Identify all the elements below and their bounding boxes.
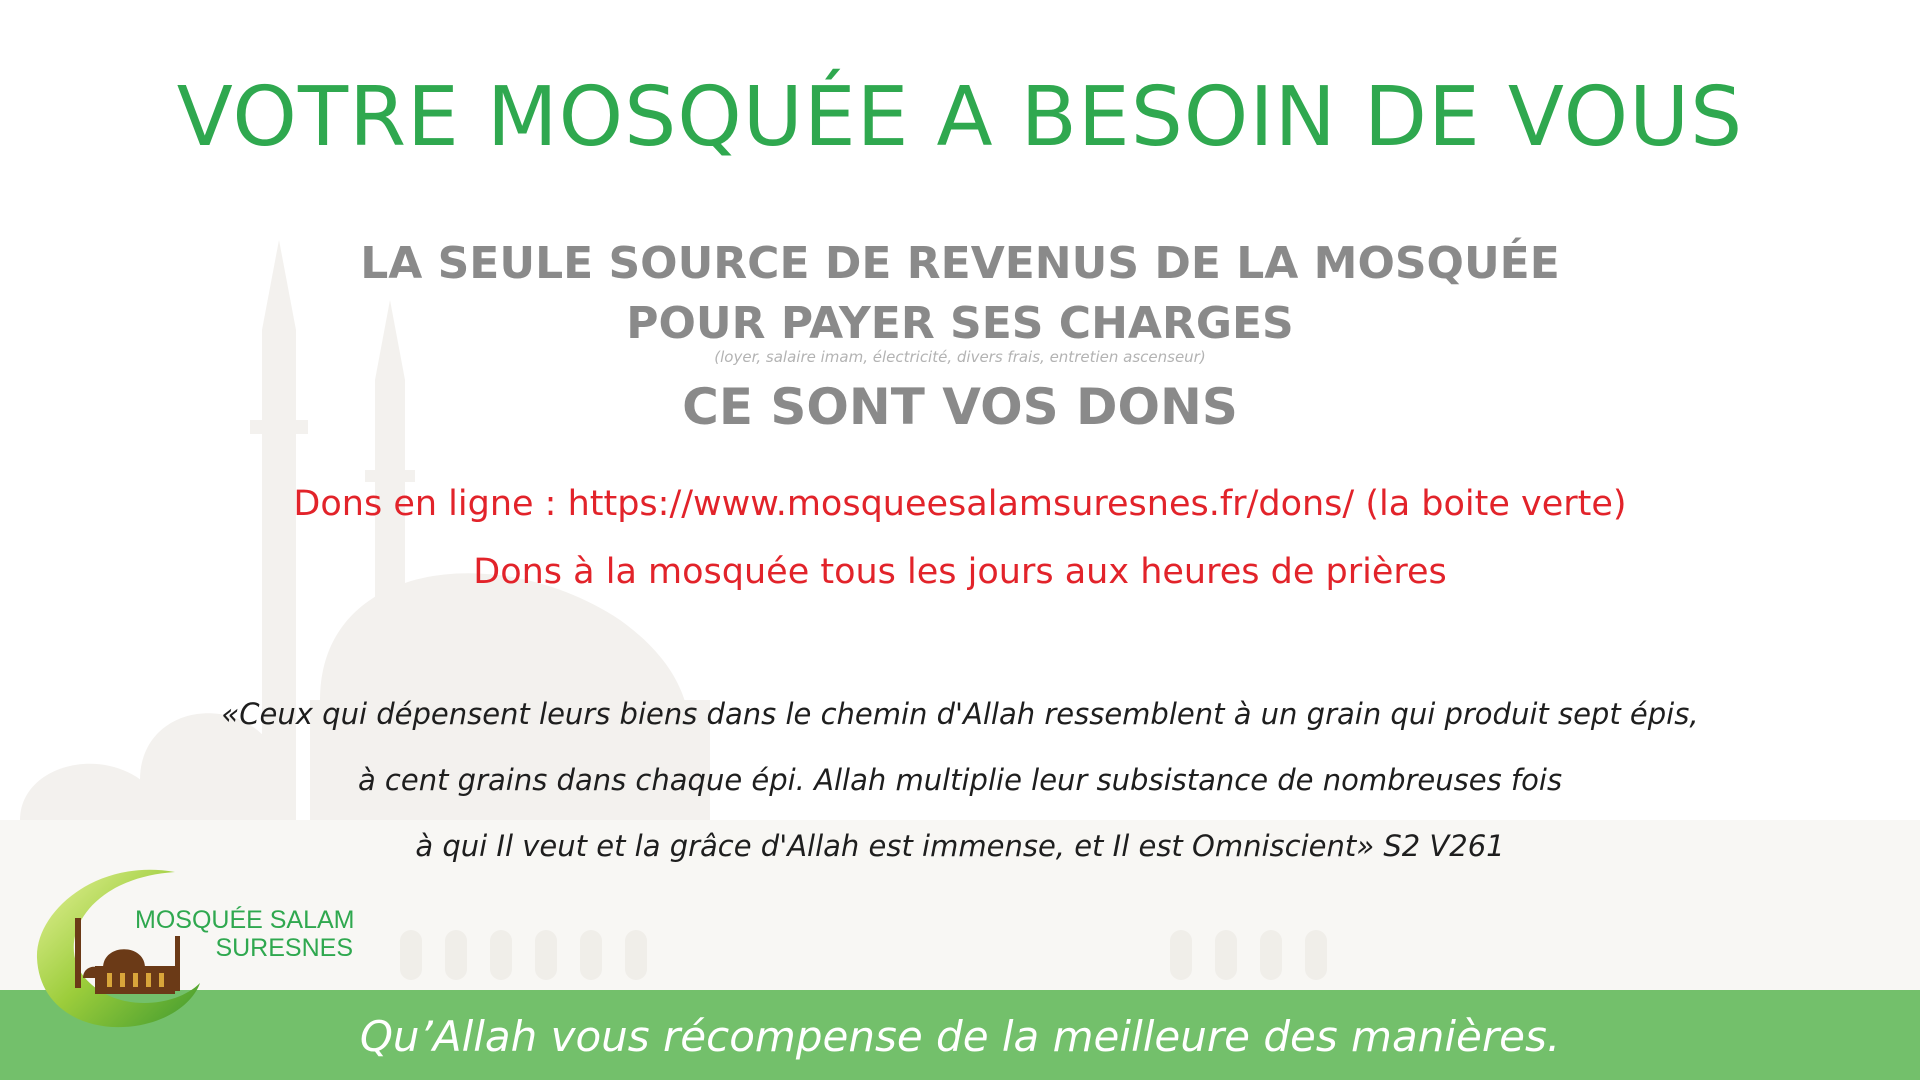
- quote-line-3: à qui Il veut et la grâce d'Allah est immense, et Il est Omniscient» S2 V261: [415, 829, 1505, 863]
- quote-line-1: «Ceux qui dépensent leurs biens dans le chemin d'Allah ressemblent à un grain qui produit sept épis,: [221, 697, 1699, 731]
- quote-line-2: à cent grains dans chaque épi. Allah multiplie leur subsistance de nombreuses fois: [357, 763, 1563, 797]
- subheading-line-3: CE SONT VOS DONS: [682, 378, 1238, 436]
- logo-text-line-1: MOSQUÉE SALAM: [135, 906, 355, 934]
- subheading-line-2: POUR PAYER SES CHARGES: [626, 298, 1294, 349]
- online-donation-text: Dons en ligne : https://www.mosqueesalamsuresnes.fr/dons/ (la boite verte): [293, 484, 1627, 524]
- subheading-line-1: LA SEULE SOURCE DE REVENUS DE LA MOSQUÉE: [360, 238, 1560, 289]
- logo-text-line-2: SURESNES: [215, 934, 353, 962]
- footer-blessing-text: Qu’Allah vous récompense de la meilleure des manières.: [359, 1012, 1561, 1061]
- charges-note: (loyer, salaire imam, électricité, divers frais, entretien ascenseur): [714, 348, 1206, 366]
- onsite-donation-text: Dons à la mosquée tous les jours aux heures de prières: [473, 552, 1447, 592]
- headline: VOTRE MOSQUÉE A BESOIN DE VOUS: [176, 70, 1744, 165]
